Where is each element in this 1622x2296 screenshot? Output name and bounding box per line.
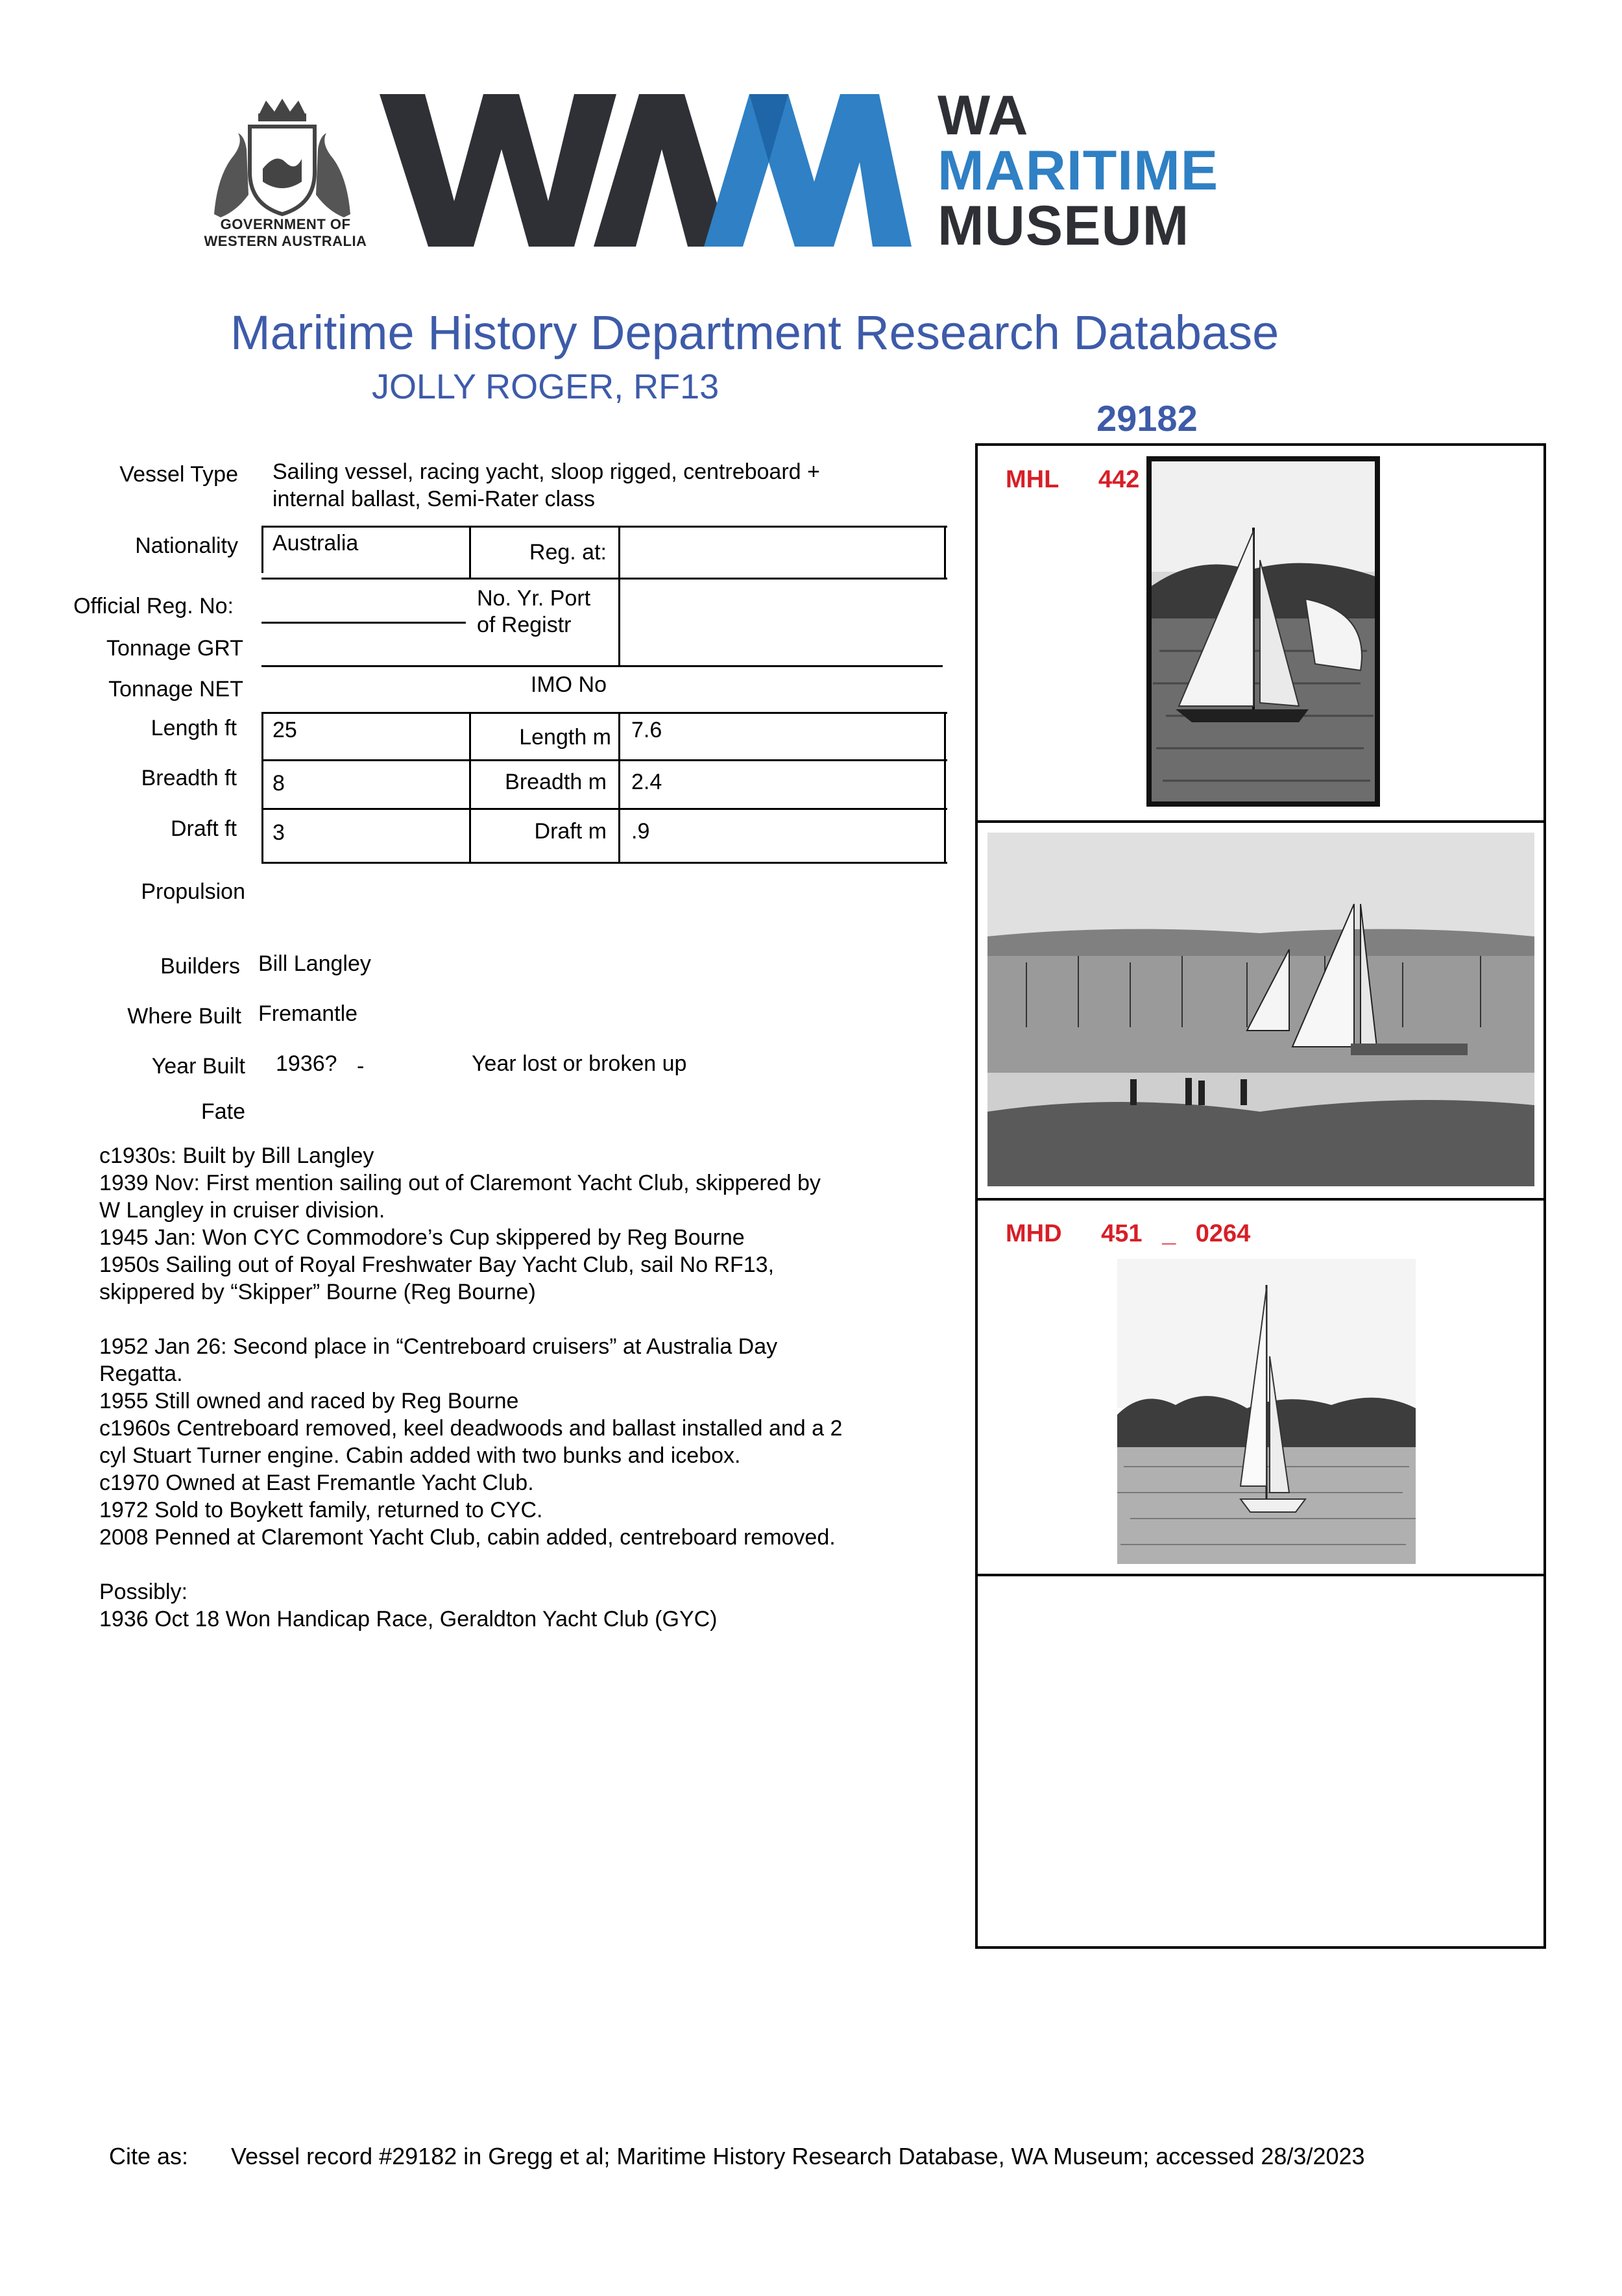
- history-gap: [99, 1306, 943, 1333]
- yacht-photo-3: [1117, 1259, 1416, 1564]
- vessel-type-label: Vessel Type: [119, 462, 238, 487]
- history-line: 1952 Jan 26: Second place in “Centreboard cruisers” at Australia Day: [99, 1334, 778, 1359]
- image-ref-suffix: 0264: [1195, 1220, 1251, 1247]
- year-built-value: 1936?: [276, 1051, 337, 1076]
- breadth-m-label: Breadth m: [505, 770, 607, 794]
- port-label-line-2: of Registr: [477, 613, 572, 637]
- history-line: 2008 Penned at Claremont Yacht Club, cabin added, centreboard removed.: [99, 1525, 836, 1550]
- museum-word-maritime: MARITIME: [938, 140, 1219, 202]
- history-line: W Langley in cruiser division.: [99, 1198, 385, 1223]
- history-line: cyl Stuart Turner engine. Cabin added with two bunks and icebox.: [99, 1443, 741, 1468]
- image-ref-number: 451: [1101, 1220, 1143, 1247]
- tonnage-net-label: Tonnage NET: [108, 677, 243, 702]
- builders-value: Bill Langley: [258, 951, 371, 976]
- history-line: Regatta.: [99, 1362, 183, 1386]
- image-ref-prefix: MHL: [1006, 466, 1059, 493]
- panel-divider: [975, 1574, 1546, 1576]
- breadth-m-value: 2.4: [631, 770, 662, 794]
- length-m-value: 7.6: [631, 718, 662, 742]
- port-label-line-1: No. Yr. Port: [477, 586, 591, 611]
- year-separator: -: [357, 1054, 365, 1079]
- year-lost-label: Year lost or broken up: [472, 1051, 687, 1076]
- draft-m-label: Draft m: [534, 819, 607, 844]
- history-gap: [99, 1551, 943, 1578]
- history-line: 1972 Sold to Boykett family, returned to CYC.: [99, 1498, 543, 1522]
- vessel-type-line-2: internal ballast, Semi-Rater class: [272, 487, 595, 511]
- length-ft-label: Length ft: [151, 716, 237, 740]
- history-line: 1950s Sailing out of Royal Freshwater Bay Yacht Club, sail No RF13,: [99, 1252, 775, 1277]
- imo-label: IMO No: [530, 672, 607, 697]
- reg-at-label: Reg. at:: [529, 540, 607, 565]
- citation-text: Vessel record #29182 in Gregg et al; Maritime History Research Database, WA Museum; accessed 28/3/2023: [231, 2143, 1365, 2169]
- citation-label: Cite as:: [109, 2143, 189, 2169]
- where-built-label: Where Built: [127, 1004, 241, 1029]
- image-ref-prefix: MHD: [1006, 1220, 1062, 1247]
- vessel-name: JOLLY ROGER, RF13: [372, 367, 720, 406]
- year-built-label: Year Built: [151, 1054, 245, 1079]
- image-ref-3: [1006, 1220, 1250, 1248]
- yacht-photo-2: [987, 833, 1534, 1186]
- length-ft-value: 25: [272, 718, 297, 742]
- tonnage-grt-label: Tonnage GRT: [106, 636, 243, 661]
- history-line: 1936 Oct 18 Won Handicap Race, Geraldton Yacht Club (GYC): [99, 1607, 718, 1631]
- nationality-label: Nationality: [135, 533, 238, 558]
- where-built-value: Fremantle: [258, 1001, 358, 1026]
- draft-ft-value: 3: [272, 820, 285, 845]
- museum-word-wa: WA: [938, 84, 1029, 147]
- museum-word-museum: MUSEUM: [938, 195, 1190, 257]
- history-line: Possibly:: [99, 1580, 188, 1604]
- government-label: [188, 216, 383, 250]
- gov-line-1: GOVERNMENT OF: [220, 216, 351, 232]
- vessel-type-line-1: Sailing vessel, racing yacht, sloop rigged, centreboard +: [272, 459, 820, 484]
- fate-label: Fate: [200, 1099, 245, 1124]
- record-id: 29182: [1096, 398, 1198, 439]
- propulsion-label: Propulsion: [141, 879, 245, 904]
- history-line: c1960s Centreboard removed, keel deadwoods and ballast installed and a 2: [99, 1416, 843, 1441]
- builders-label: Builders: [160, 954, 240, 979]
- breadth-ft-label: Breadth ft: [141, 766, 237, 790]
- official-reg-label: Official Reg. No:: [73, 594, 234, 618]
- yacht-photo-1: [1146, 456, 1380, 807]
- vessel-history: [99, 1142, 943, 1633]
- draft-ft-label: Draft ft: [170, 816, 237, 841]
- history-line: 1955 Still owned and raced by Reg Bourne: [99, 1389, 519, 1413]
- history-line: 1945 Jan: Won CYC Commodore’s Cup skippered by Reg Bourne: [99, 1225, 745, 1250]
- nationality-value: Australia: [272, 531, 359, 556]
- panel-divider: [975, 820, 1546, 823]
- panel-divider: [975, 1198, 1546, 1201]
- history-line: skippered by “Skipper” Bourne (Reg Bourne): [99, 1280, 536, 1304]
- image-ref-number: 442: [1098, 466, 1140, 493]
- history-line: c1970 Owned at East Fremantle Yacht Club.: [99, 1471, 534, 1495]
- history-line: 1939 Nov: First mention sailing out of Claremont Yacht Club, skippered by: [99, 1171, 821, 1195]
- image-ref-sep: _: [1162, 1220, 1176, 1247]
- wam-logo-mark: [380, 91, 912, 250]
- breadth-ft-value: 8: [272, 771, 285, 796]
- gov-line-2: WESTERN AUSTRALIA: [204, 233, 367, 249]
- history-line: c1930s: Built by Bill Langley: [99, 1143, 374, 1168]
- database-title: Maritime History Department Research Database: [230, 306, 1279, 360]
- length-m-label: Length m: [519, 725, 611, 750]
- draft-m-value: .9: [631, 819, 650, 844]
